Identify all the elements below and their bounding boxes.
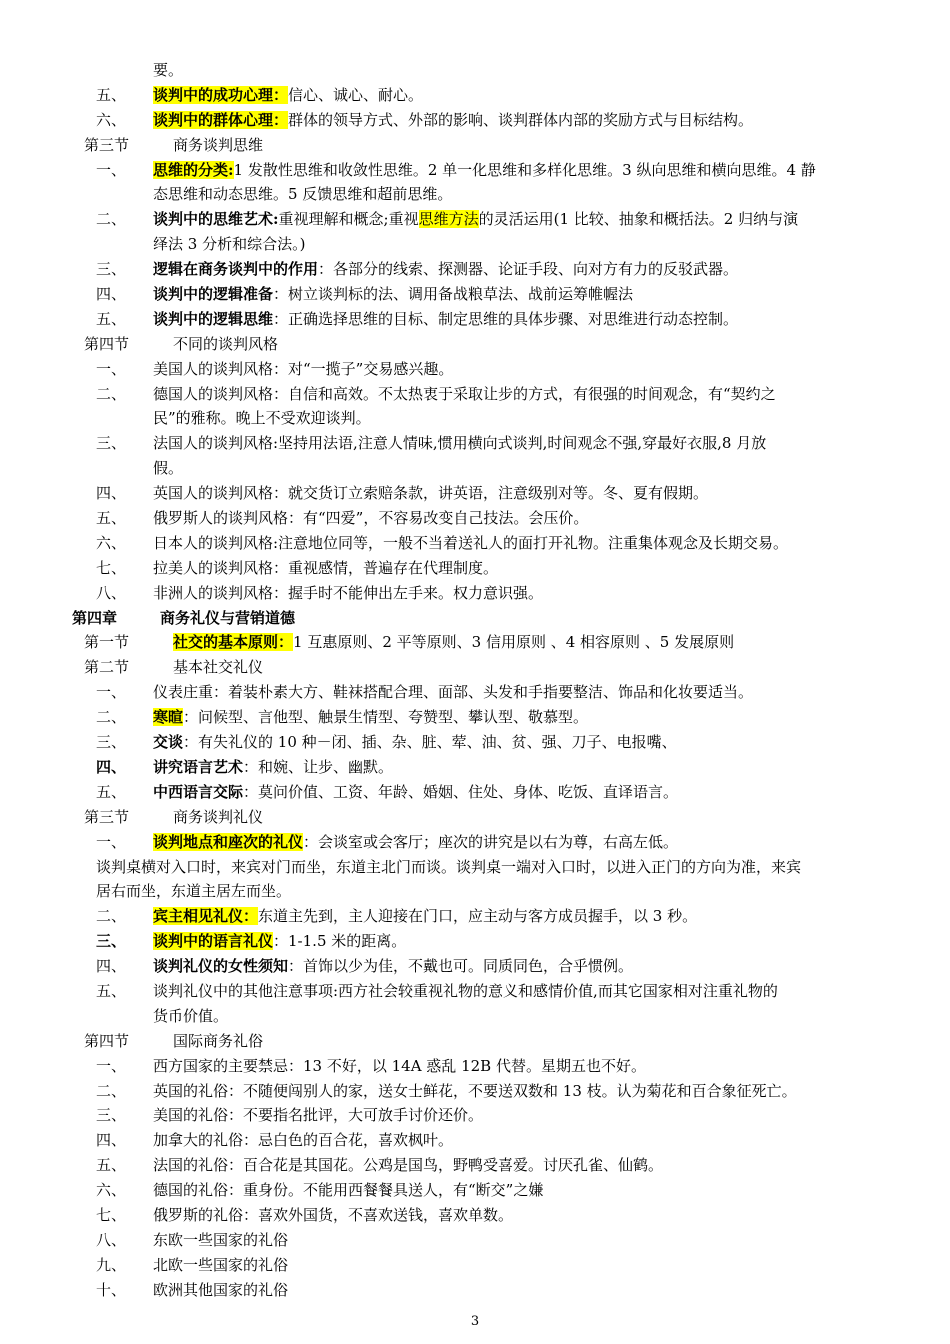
section-number: 第二节 — [84, 658, 130, 677]
continuation-line — [0, 406, 950, 431]
item-number: 二、 — [96, 384, 127, 403]
list-item — [0, 83, 950, 108]
line-text: 要。 — [153, 61, 184, 79]
item-content — [153, 954, 633, 979]
list-item — [0, 581, 950, 606]
item-text: 信心、诚心、耐心。 — [288, 85, 424, 104]
item-content — [153, 1054, 646, 1079]
item-text: ：和婉、让步、幽默。 — [243, 757, 394, 776]
item-text: 英国的礼俗：不随便闯别人的家，送女士鲜花，不要送双数和 13 枝。认为菊花和百合象征死亡。 — [153, 1081, 797, 1100]
list-item — [0, 680, 950, 705]
line-text: 谈判桌横对入口时，来宾对门而坐，东道主北门而谈。谈判桌一端对入口时，以进入正门的方向为准，来宾 — [96, 857, 802, 876]
line-text: 民”的雅称。晚上不受欢迎谈判。 — [153, 409, 371, 428]
item-text: 法国的礼俗：百合花是其国花。公鸡是国鸟，野鸭受喜爱。讨厌孔雀、仙鹤。 — [153, 1156, 664, 1175]
section-content — [173, 805, 263, 830]
item-key-term: 谈判中的语言礼仪 — [153, 932, 274, 951]
item-text: 1 发散性思维和收敛性思维。2 单一化思维和多样化思维。3 纵向思维和横向思维。4 静 — [233, 160, 816, 179]
item-content — [153, 307, 738, 332]
item-text: 德国的礼俗：重身份。不能用西餐餐具送人，有“断交”之嫌 — [153, 1181, 544, 1200]
item-number: 二、 — [96, 708, 127, 727]
item-number: 七、 — [96, 1205, 127, 1224]
list-item — [0, 431, 950, 456]
item-content — [153, 1228, 288, 1253]
item-number: 十、 — [96, 1280, 127, 1299]
section-title: 商务谈判礼仪 — [173, 807, 264, 826]
section-title: 不同的谈判风格 — [173, 334, 279, 353]
section-content — [173, 1029, 263, 1054]
item-number: 四、 — [96, 957, 127, 976]
section-content — [173, 655, 263, 680]
item-number: 五、 — [96, 782, 127, 801]
item-key-term: 谈判中的成功心理： — [153, 85, 289, 104]
item-number: 三、 — [96, 434, 127, 453]
item-text: 美国人的谈判风格：对“一揽子”交易感兴趣。 — [153, 359, 454, 378]
section-heading — [0, 332, 950, 357]
section-content — [173, 133, 263, 158]
paragraph-line — [0, 855, 950, 880]
item-content — [153, 730, 677, 755]
line-text: 货币价值。 — [153, 1006, 229, 1025]
item-content — [153, 979, 778, 1004]
item-number: 一、 — [96, 160, 127, 179]
continuation-line — [0, 1004, 950, 1029]
list-item — [0, 1253, 950, 1278]
section-number: 第四节 — [84, 334, 130, 353]
item-key-term: 宾主相见礼仪： — [153, 907, 259, 926]
section-number: 第四节 — [84, 1031, 130, 1050]
item-key-term: 谈判中的逻辑准备 — [153, 285, 274, 304]
chapter-heading — [0, 606, 950, 631]
item-content — [153, 755, 393, 780]
line-text: 态思维和动态思维。5 反馈思维和超前思维。 — [153, 185, 453, 204]
list-item — [0, 282, 950, 307]
list-item — [0, 307, 950, 332]
item-key-term: 交谈 — [153, 733, 184, 752]
list-item — [0, 830, 950, 855]
section-title: 国际商务礼俗 — [173, 1031, 264, 1050]
item-number: 六、 — [96, 110, 127, 129]
list-item — [0, 531, 950, 556]
list-item — [0, 556, 950, 581]
item-number: 八、 — [96, 583, 127, 602]
item-number: 五、 — [96, 981, 127, 1000]
list-item — [0, 481, 950, 506]
item-text: 重视理解和概念;重视 — [278, 210, 419, 229]
item-content — [153, 1079, 797, 1104]
item-highlight: 思维方法 — [418, 210, 479, 229]
item-text: 美国的礼俗：不要指名批评，大可放手讨价还价。 — [153, 1106, 484, 1125]
item-number: 二、 — [96, 1081, 127, 1100]
item-number: 一、 — [96, 832, 127, 851]
item-content — [153, 929, 406, 954]
list-item — [0, 1228, 950, 1253]
item-key-term: 谈判地点和座次的礼仪 — [153, 832, 304, 851]
item-content — [153, 556, 498, 581]
item-text: 西方国家的主要禁忌：13 不好，以 14A 惑乱 12B 代替。星期五也不好。 — [153, 1056, 646, 1075]
list-item — [0, 755, 950, 780]
item-text: ：树立谈判标的法、调用备战粮草法、战前运筹帷幄法 — [273, 285, 634, 304]
item-text: 日本人的谈判风格:注意地位同等，一般不当着送礼人的面打开礼物。注重集体观念及长期交易。 — [153, 533, 789, 552]
item-key-term: 思维的分类: — [153, 160, 234, 179]
item-text: ：首饰以少为佳，不戴也可。同质同色，合乎惯例。 — [288, 957, 634, 976]
continuation-line — [0, 182, 950, 207]
item-content — [153, 904, 697, 929]
list-item — [0, 954, 950, 979]
item-number: 四、 — [96, 1131, 127, 1150]
item-number: 三、 — [96, 733, 127, 752]
list-item — [0, 1203, 950, 1228]
list-item — [0, 357, 950, 382]
item-content — [153, 257, 738, 282]
item-text: 加拿大的礼俗：忌白色的百合花，喜欢枫叶。 — [153, 1131, 454, 1150]
item-content — [153, 531, 788, 556]
item-number: 四、 — [96, 757, 127, 776]
section-title: 商务谈判思维 — [173, 135, 264, 154]
item-text: ：各部分的线索、探测器、论证手段、向对方有力的反驳武器。 — [318, 260, 739, 279]
paragraph-line — [0, 879, 950, 904]
list-item — [0, 158, 950, 183]
item-number: 七、 — [96, 558, 127, 577]
list-item — [0, 1128, 950, 1153]
item-number: 一、 — [96, 359, 127, 378]
item-number: 九、 — [96, 1255, 127, 1274]
list-item — [0, 1079, 950, 1104]
item-number: 五、 — [96, 85, 127, 104]
list-item — [0, 1278, 950, 1303]
item-content — [153, 108, 753, 133]
item-text: 群体的领导方式、外部的影响、谈判群体内部的奖励方式与目标结构。 — [288, 110, 754, 129]
item-text: ：正确选择思维的目标、制定思维的具体步骤、对思维进行动态控制。 — [273, 309, 739, 328]
list-item — [0, 1153, 950, 1178]
continuation-line — [0, 58, 950, 83]
item-text: 东道主先到，主人迎接在门口，应主动与客方成员握手，以 3 秒。 — [258, 907, 698, 926]
item-text: ：会谈室或会客厅；座次的讲究是以右为尊，右高左低。 — [303, 832, 679, 851]
item-number: 一、 — [96, 1056, 127, 1075]
list-item — [0, 108, 950, 133]
item-number: 一、 — [96, 683, 127, 702]
item-content — [153, 158, 816, 183]
section-number: 第三节 — [84, 135, 130, 154]
section-number: 第三节 — [84, 807, 130, 826]
list-item — [0, 382, 950, 407]
section-heading — [0, 655, 950, 680]
section-heading — [0, 630, 950, 655]
item-number: 五、 — [96, 309, 127, 328]
list-item — [0, 705, 950, 730]
item-content — [153, 83, 423, 108]
item-key-term: 讲究语言艺术 — [153, 757, 244, 776]
item-content — [153, 506, 588, 531]
item-text: 欧洲其他国家的礼俗 — [153, 1280, 289, 1299]
list-item — [0, 780, 950, 805]
continuation-line — [0, 232, 950, 257]
item-text: 俄罗斯人的谈判风格：有“四爱”，不容易改变自己技法。会压价。 — [153, 509, 589, 528]
item-text: ：问候型、言他型、触景生情型、夸赞型、攀认型、敬慕型。 — [183, 708, 589, 727]
list-item — [0, 506, 950, 531]
item-content — [153, 830, 678, 855]
line-text: 绎法 3 分析和综合法。) — [153, 235, 306, 254]
item-number: 六、 — [96, 533, 127, 552]
list-item — [0, 257, 950, 282]
item-text: 俄罗斯的礼俗：喜欢外国货，不喜欢送钱，喜欢单数。 — [153, 1205, 514, 1224]
item-text: 东欧一些国家的礼俗 — [153, 1230, 289, 1249]
section-title: 基本社交礼仪 — [173, 658, 264, 677]
item-text: 拉美人的谈判风格：重视感情，普遍存在代理制度。 — [153, 558, 499, 577]
list-item — [0, 730, 950, 755]
section-heading — [0, 133, 950, 158]
item-text: ：有失礼仪的 10 种－闭、插、杂、脏、荤、油、贫、强、刀子、电报嘴、 — [183, 733, 677, 752]
list-item — [0, 929, 950, 954]
item-text: 德国人的谈判风格：自信和高效。不太热衷于采取让步的方式，有很强的时间观念，有“契约之 — [153, 384, 776, 403]
item-number: 五、 — [96, 1156, 127, 1175]
section-text: 1 互惠原则、2 平等原则、3 信用原则 、4 相容原则 、5 发展原则 — [293, 633, 735, 652]
continuation-line — [0, 456, 950, 481]
item-content — [153, 1278, 288, 1303]
item-number: 三、 — [96, 1106, 127, 1125]
item-content — [153, 282, 633, 307]
item-number: 三、 — [96, 932, 127, 951]
list-item — [0, 1054, 950, 1079]
item-content — [153, 481, 708, 506]
item-content — [153, 1203, 513, 1228]
section-key-term: 社交的基本原则： — [173, 633, 294, 652]
item-content — [153, 1128, 453, 1153]
item-number: 六、 — [96, 1181, 127, 1200]
item-content — [153, 431, 766, 456]
item-content — [153, 1178, 543, 1203]
item-content — [153, 680, 753, 705]
section-content — [173, 332, 278, 357]
item-text: 谈判礼仪中的其他注意事项:西方社会较重视礼物的意义和感情价值,而其它国家相对注重礼物的 — [153, 981, 778, 1000]
item-content — [153, 1103, 483, 1128]
list-item — [0, 1103, 950, 1128]
item-content — [153, 207, 798, 232]
item-number: 四、 — [96, 285, 127, 304]
item-content — [153, 581, 543, 606]
item-text: 北欧一些国家的礼俗 — [153, 1255, 289, 1274]
section-content — [173, 630, 734, 655]
list-item — [0, 207, 950, 232]
item-content — [153, 780, 678, 805]
item-content — [153, 1153, 663, 1178]
item-content — [153, 357, 453, 382]
item-number: 八、 — [96, 1230, 127, 1249]
item-key-term: 谈判中的思维艺术: — [153, 210, 279, 229]
item-text: 法国人的谈判风格:坚持用法语,注意人情味,惯用横向式谈判,时间观念不强,穿最好衣服,8 月放 — [153, 434, 767, 453]
item-text: 英国人的谈判风格：就交货订立索赔条款，讲英语，注意级别对等。冬、夏有假期。 — [153, 484, 709, 503]
section-heading — [0, 1029, 950, 1054]
chapter-number: 第四章 — [72, 608, 118, 627]
item-text: 非洲人的谈判风格：握手时不能伸出左手来。权力意识强。 — [153, 583, 544, 602]
item-key-term: 寒暄 — [153, 708, 184, 727]
chapter-title: 商务礼仪与营销道德 — [160, 608, 296, 627]
item-key-term: 逻辑在商务谈判中的作用 — [153, 260, 319, 279]
item-number: 二、 — [96, 210, 127, 229]
item-text: 仪表庄重：着装朴素大方、鞋袜搭配合理、面部、头发和手指要整洁、饰品和化妆要适当。 — [153, 683, 754, 702]
list-item — [0, 979, 950, 1004]
section-number: 第一节 — [84, 633, 130, 652]
list-item — [0, 1178, 950, 1203]
page-number: 3 — [470, 1314, 480, 1329]
item-number: 二、 — [96, 907, 127, 926]
document-body — [0, 58, 950, 1303]
item-content — [153, 1253, 288, 1278]
item-content — [153, 382, 776, 407]
item-text: ：莫问价值、工资、年龄、婚姻、住处、身体、吃饭、直译语言。 — [243, 782, 679, 801]
item-text: ：1-1.5 米的距离。 — [273, 932, 407, 951]
section-heading — [0, 805, 950, 830]
item-number: 五、 — [96, 509, 127, 528]
item-number: 三、 — [96, 260, 127, 279]
item-key-term: 谈判中的群体心理： — [153, 110, 289, 129]
item-text-after: 的灵活运用(1 比较、抽象和概括法。2 归纳与演 — [478, 210, 799, 229]
item-number: 四、 — [96, 484, 127, 503]
item-key-term: 谈判礼仪的女性须知 — [153, 957, 289, 976]
item-key-term: 谈判中的逻辑思维 — [153, 309, 274, 328]
item-content — [153, 705, 588, 730]
line-text: 居右而坐，东道主居左而坐。 — [96, 882, 292, 901]
line-text: 假。 — [153, 459, 184, 478]
item-key-term: 中西语言交际 — [153, 782, 244, 801]
list-item — [0, 904, 950, 929]
